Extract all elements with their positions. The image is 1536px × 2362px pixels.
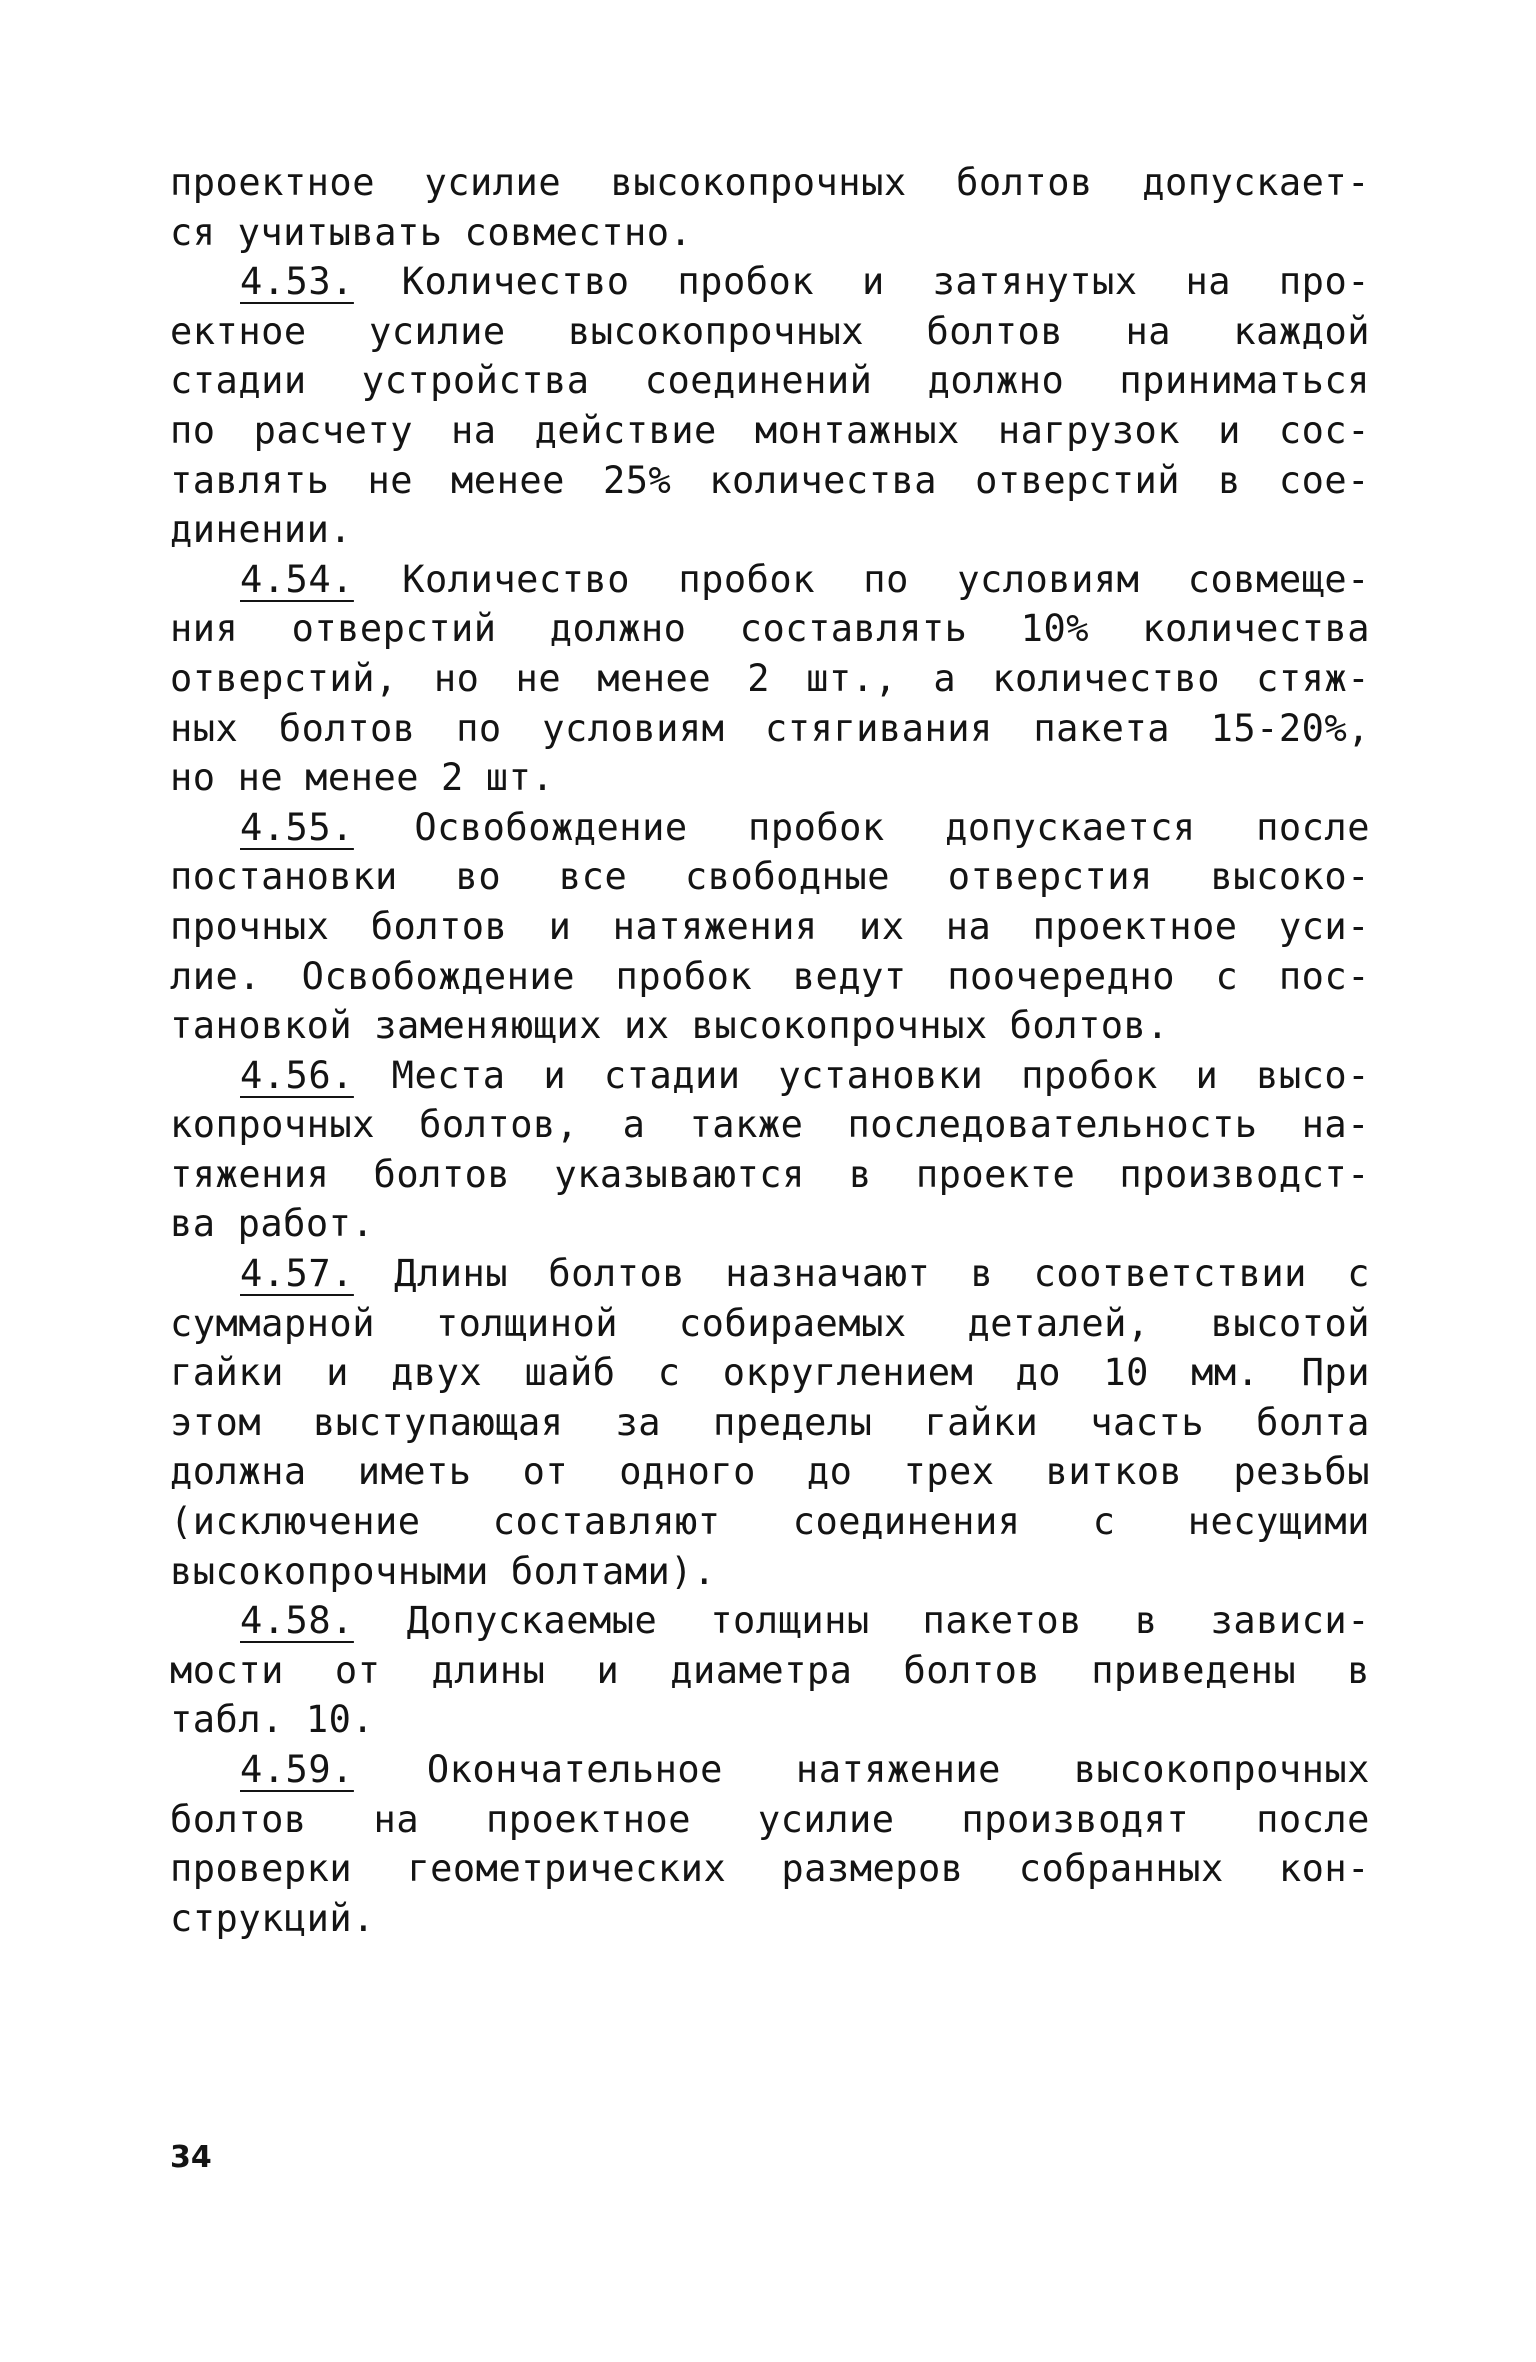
word: 15-20%, [1210,706,1370,750]
word: и [326,1351,349,1395]
word: на- [1301,1103,1370,1147]
clause-number: 4.59. [240,1748,354,1791]
word: усилие [757,1797,895,1841]
text-line [170,1695,1370,1745]
word: кон- [1278,1847,1370,1891]
word: мм. [1191,1351,1260,1395]
word: толщиной [435,1301,619,1345]
word: 2 [441,756,464,800]
word: резьбы [1233,1450,1370,1494]
word: сос- [1278,408,1370,452]
text-line [170,1150,1370,1200]
word: пакета [1033,706,1170,750]
text-line [170,1249,1370,1299]
word: болтов [926,309,1064,353]
word: и [543,1053,567,1097]
word: совмеще- [1187,557,1370,601]
word: проектное [1032,904,1238,948]
word: указываются [554,1152,805,1196]
word: устройства [361,359,590,403]
word: работ. [237,1202,375,1246]
word: с [657,1351,681,1395]
text-line [170,456,1370,506]
text-line [170,1596,1370,1646]
word: выступающая [313,1400,564,1444]
word: деталей, [967,1301,1150,1345]
word: но [433,656,480,700]
word: усилие [369,309,506,353]
word: а [622,1103,646,1147]
word: зависи- [1210,1599,1370,1643]
word: высо- [1256,1053,1370,1097]
word: прочных [170,904,330,948]
word: соединения [792,1500,1021,1544]
word: приведены [1091,1648,1297,1692]
word: приниматься [1119,359,1370,403]
word: Количество [402,557,630,601]
word: все [558,855,628,899]
word: количество [992,656,1220,700]
word: составляют [492,1500,721,1544]
word: ва [170,1202,216,1246]
text-line [170,505,1370,555]
word: Места [391,1053,506,1097]
word: Количество [401,260,630,304]
word: отверстия [947,855,1153,899]
word: их [623,1004,670,1048]
word: производст- [1119,1152,1370,1196]
word: стягивания [765,706,993,750]
word: уси- [1278,904,1370,948]
word: составлять [739,607,968,651]
word: совместно. [464,210,693,254]
word: производят [961,1797,1190,1841]
word: должно [549,607,687,651]
word: стяж- [1256,656,1370,700]
word: длины [431,1648,546,1692]
word: и [861,260,885,304]
word: стадии [170,359,307,403]
word: назначают [725,1252,931,1296]
word: гайки [924,1400,1039,1444]
word: высокопрочных [1073,1748,1370,1791]
word: на [373,1797,420,1841]
word: болтов [170,1797,307,1841]
word: установки [778,1053,984,1097]
word: постановки [170,855,398,899]
word: должна [170,1450,307,1494]
word: шт. [485,756,555,800]
word: менее [305,756,420,800]
text-line [170,257,1370,307]
word: пробок [1021,1053,1158,1097]
word: Освобождение [301,954,575,998]
word: ся [170,210,216,254]
word: на [1185,260,1232,304]
text-line [170,158,1370,208]
word: болтов. [1009,1004,1170,1048]
word: пробок [678,557,815,601]
word: толщины [710,1599,870,1643]
word: условиям [542,706,725,750]
word: диаметра [670,1648,853,1692]
word: пробок [677,260,815,304]
word: болтов [370,904,508,948]
word: действие [534,408,717,452]
word: допускает- [1142,161,1370,204]
word: тавлять [170,458,330,502]
word: табл. [170,1698,284,1742]
word: поочередно [947,954,1175,998]
text-line [170,1844,1370,1894]
word: проекте [915,1152,1076,1196]
text-line [170,406,1370,456]
word: струкций. [170,1896,375,1940]
word: болтов [956,161,1093,204]
word: после [1256,1797,1370,1841]
word: тановкой [170,1004,353,1048]
word: высокопрочных [568,309,865,353]
word: количества [709,458,938,502]
text-line [170,1051,1370,1101]
word: пакетов [922,1599,1082,1643]
text-line [170,1348,1370,1398]
clause-number: 4.54. [240,557,354,601]
word: условиям [957,557,1140,601]
word: двух [391,1351,483,1395]
clause-number: 4.56. [240,1053,354,1097]
text-line [170,704,1370,754]
word: гайки [170,1351,284,1395]
word: болта [1256,1400,1370,1444]
word: не [515,656,562,700]
word: иметь [357,1450,472,1494]
word: нагрузок [997,408,1181,452]
word: пробок [748,805,885,849]
word: Длины [394,1252,509,1296]
word: на [1125,309,1171,353]
word: на [945,904,992,948]
text-line [170,1398,1370,1448]
word: отверстий, [170,656,398,700]
word: проектное [170,161,375,204]
word: проверки [170,1847,353,1891]
text-line [170,1547,1370,1597]
word: соединений [644,359,873,403]
word: Освобождение [414,805,688,849]
word: до [806,1450,853,1494]
word: 10 [1103,1351,1149,1395]
word: до [1015,1351,1062,1395]
word: высокопрочными [170,1549,489,1593]
word: ектное [170,309,307,353]
word: ных [170,706,239,750]
word: от [522,1450,569,1494]
text-line [170,1497,1370,1547]
word: болтов, [419,1103,579,1147]
text-line [170,753,1370,803]
word: динении. [170,508,353,552]
word: должно [927,359,1065,403]
word: несущими [1187,1500,1370,1544]
word: и [1195,1053,1219,1097]
word: на [451,408,497,452]
word: пос- [1278,954,1370,998]
word: не [367,458,414,502]
word: высотой [1210,1301,1370,1345]
word: шайб [524,1351,616,1395]
word: мости [170,1648,284,1692]
word: суммарной [170,1301,375,1345]
word: по [863,557,909,601]
word: болтов [373,1152,511,1196]
clause-number: 4.55. [240,805,354,849]
word: геометрических [407,1847,727,1891]
word: от [334,1648,381,1692]
text-line [170,1795,1370,1845]
text-line [170,307,1370,357]
word: тяжения [170,1152,330,1196]
word: пробок [615,954,753,998]
word: свободные [685,855,890,899]
word: размеров [781,1847,964,1891]
text-line [170,604,1370,654]
word: за [615,1400,662,1444]
word: 10% [1020,607,1089,651]
word: Допускаемые [406,1599,658,1643]
word: 2 [747,656,770,700]
word: с [1092,1500,1116,1544]
word: собираемых [678,1301,907,1345]
text-line [170,1100,1370,1150]
word: отверстий [291,607,497,651]
word: болтами). [510,1549,716,1593]
word: трех [903,1450,995,1494]
word: болтов [278,706,416,750]
word: учитывать [237,210,443,254]
word: не [237,756,284,800]
word: менее [451,458,565,502]
text-line [170,1447,1370,1497]
text-line [170,1745,1370,1795]
word: пределы [713,1400,873,1444]
word: каждой [1233,309,1370,353]
text-line [170,952,1370,1002]
word: стадии [603,1053,741,1097]
word: соответствии [1033,1252,1307,1296]
word: ния [170,607,239,651]
word: 10. [305,1698,375,1742]
clause-number: 4.53. [240,260,354,304]
word: лие. [170,954,262,998]
word: натяжение [795,1748,1001,1791]
word: копрочных [170,1103,375,1147]
word: после [1256,805,1370,849]
word: во [455,855,502,899]
text-line [170,803,1370,853]
word: Окончательное [426,1748,723,1791]
word: высокопрочных [691,1004,988,1048]
word: отверстий [975,458,1181,502]
word: но [170,756,216,800]
word: монтажных [754,408,960,452]
word: в [1134,1599,1158,1643]
word: в [970,1252,994,1296]
word: и [1218,408,1241,452]
page-number: 34 [170,2140,212,2175]
text-line [170,654,1370,704]
word: а [933,656,957,700]
word: также [689,1103,804,1147]
word: с [1347,1252,1370,1296]
body-text [170,158,1370,1943]
word: затянутых [932,260,1138,304]
word: усилие [424,161,562,204]
word: высоко- [1210,855,1370,899]
word: с [1215,954,1239,998]
word: в [1218,458,1241,502]
word: округлением [722,1351,974,1395]
text-line [170,208,1370,258]
word: заменяющих [374,1004,602,1048]
text-line [170,1299,1370,1349]
text-line [170,356,1370,406]
word: их [858,904,905,948]
word: натяжения [612,904,818,948]
word: При [1301,1351,1370,1395]
word: высокопрочных [610,161,907,204]
word: расчету [253,408,414,452]
text-line [170,1894,1370,1944]
word: шт., [806,656,898,700]
word: собранных [1018,1847,1224,1891]
word: витков [1045,1450,1183,1494]
word: в [1347,1648,1370,1692]
word: болтов [903,1648,1041,1692]
word: этом [170,1400,262,1444]
text-line [170,1001,1370,1051]
word: ведут [792,954,907,998]
word: 25% [602,458,672,502]
word: по [170,408,216,452]
text-line [170,1199,1370,1249]
text-line [170,902,1370,952]
word: (исключение [170,1500,421,1544]
word: и [548,904,572,948]
word: болтов [548,1252,685,1296]
word: одного [619,1450,756,1494]
clause-number: 4.57. [240,1252,354,1296]
word: проектное [486,1797,691,1841]
word: и [596,1648,620,1692]
word: про- [1278,260,1370,304]
text-line [170,555,1370,605]
word: часть [1090,1400,1205,1444]
text-line [170,1646,1370,1696]
word: количества [1142,607,1370,651]
word: сое- [1278,458,1370,502]
word: менее [597,656,712,700]
clause-number: 4.58. [240,1599,354,1643]
word: последовательность [847,1103,1258,1147]
text-line [170,852,1370,902]
word: в [848,1152,872,1196]
word: допускается [945,805,1196,849]
word: по [456,706,502,750]
